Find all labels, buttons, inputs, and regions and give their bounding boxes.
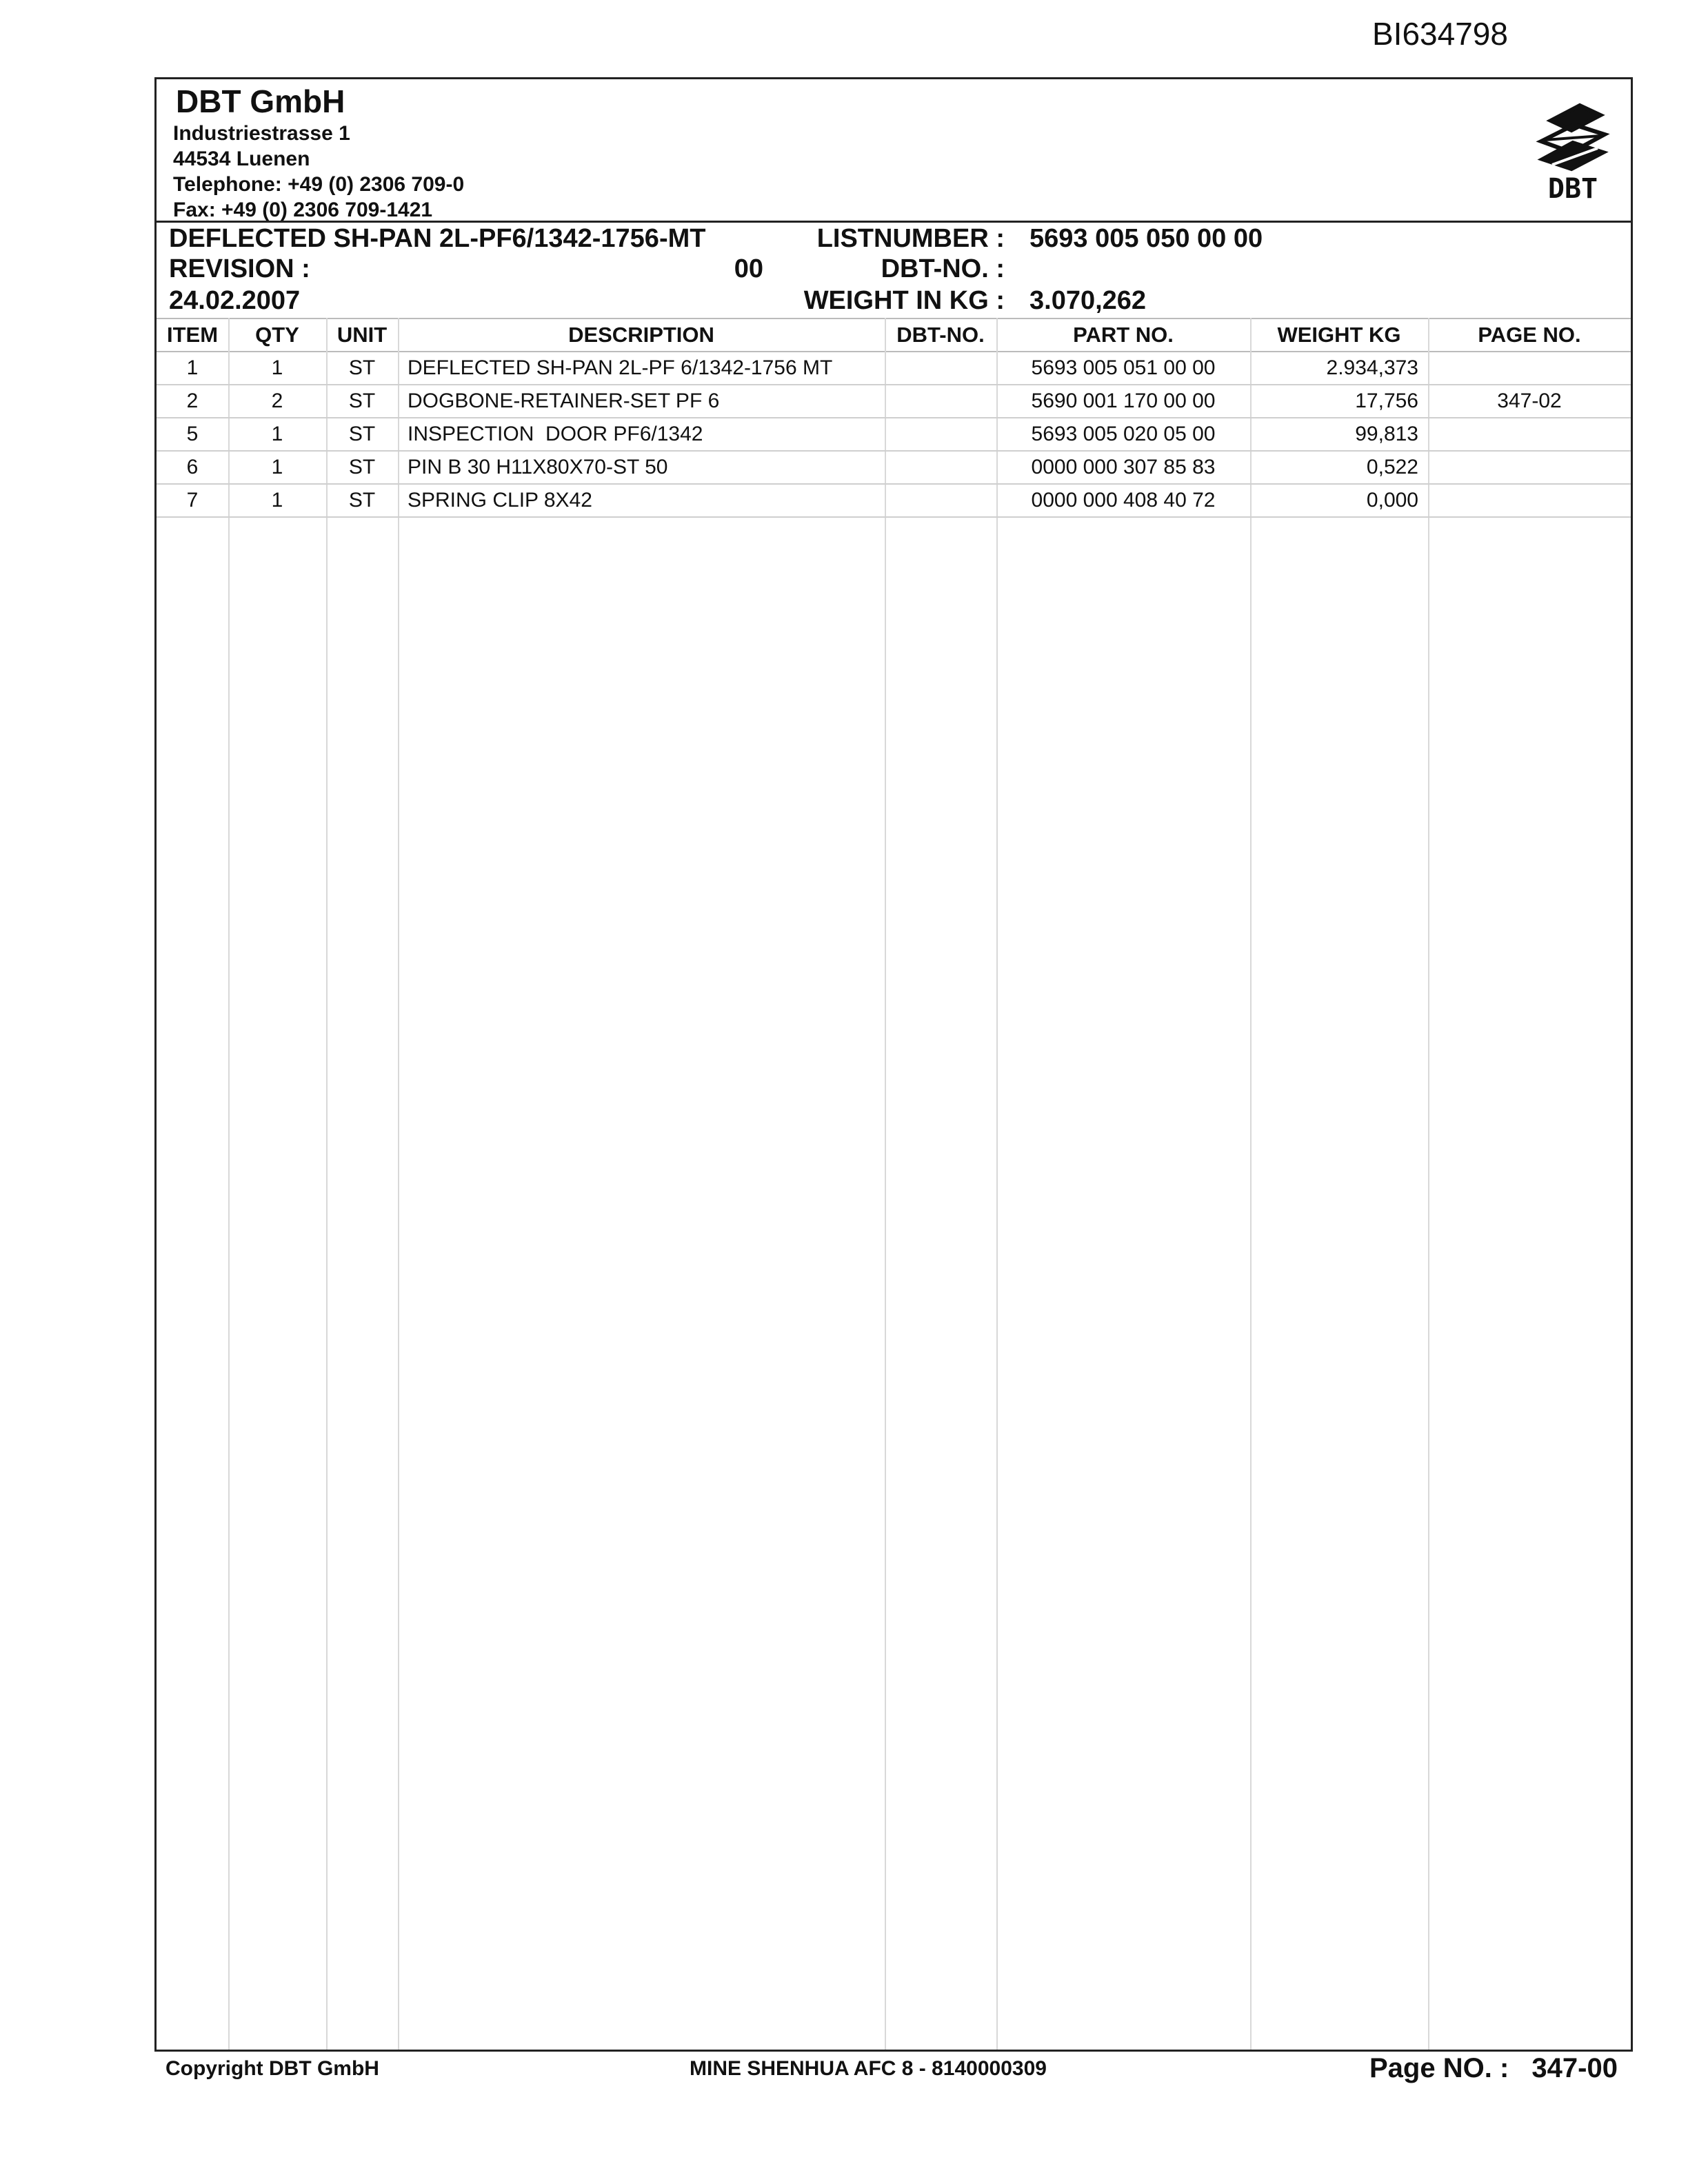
- cell-description: SPRING CLIP 8X42: [408, 489, 592, 512]
- cell-dbt-no: [885, 385, 996, 417]
- company-city: 44534 Luenen: [173, 148, 310, 170]
- cell-item: 1: [186, 356, 199, 379]
- footer-page-label: Page NO. :: [1369, 2053, 1509, 2083]
- cell-page-no: [1428, 352, 1631, 384]
- cell-page-no: [1428, 485, 1631, 516]
- cell-unit: ST: [348, 356, 376, 379]
- cell-part-no: 5693 005 020 05 00: [1031, 423, 1216, 445]
- column-divider: [326, 318, 328, 2050]
- dbt-logo-icon: [1531, 100, 1614, 203]
- company-telephone: Telephone: +49 (0) 2306 709-0: [173, 173, 465, 196]
- footer-page-number: [1369, 2053, 1618, 2084]
- cell-part-no: 5690 001 170 00 00: [1031, 390, 1216, 412]
- cell-weight: 2.934,373: [1326, 356, 1418, 379]
- weight-value: 3.070,262: [1029, 286, 1147, 315]
- column-divider: [996, 318, 998, 2050]
- company-fax: Fax: +49 (0) 2306 709-1421: [173, 199, 433, 221]
- cell-description: DOGBONE-RETAINER-SET PF 6: [408, 390, 720, 412]
- cell-qty: 2: [271, 390, 283, 412]
- column-header-part-no: PART NO.: [1073, 323, 1174, 347]
- cell-dbt-no: [885, 352, 996, 384]
- svg-text:DBT: DBT: [1547, 173, 1598, 203]
- cell-item: 7: [186, 489, 199, 512]
- document-id: BI634798: [1372, 16, 1508, 52]
- column-header-description: DESCRIPTION: [568, 323, 714, 347]
- cell-page-no: [1428, 452, 1631, 483]
- cell-description: PIN B 30 H11X80X70-ST 50: [408, 456, 668, 478]
- column-header-item: ITEM: [166, 323, 219, 347]
- column-header-page-no: PAGE NO.: [1478, 323, 1581, 347]
- cell-part-no: 0000 000 408 40 72: [1031, 489, 1216, 512]
- cell-description: INSPECTION DOOR PF6/1342: [408, 423, 703, 445]
- cell-weight: 99,813: [1355, 423, 1418, 445]
- cell-qty: 1: [271, 489, 283, 512]
- listnumber-label: LISTNUMBER :: [816, 224, 1005, 253]
- cell-unit: ST: [348, 423, 376, 445]
- cell-part-no: 5693 005 051 00 00: [1031, 356, 1216, 379]
- table-row: [157, 485, 1631, 518]
- parts-list-frame: [154, 77, 1633, 2052]
- column-divider: [1250, 318, 1252, 2050]
- column-divider: [885, 318, 886, 2050]
- cell-unit: ST: [348, 390, 376, 412]
- cell-dbt-no: [885, 418, 996, 450]
- cell-part-no: 0000 000 307 85 83: [1031, 456, 1216, 478]
- cell-item: 5: [186, 423, 199, 445]
- cell-unit: ST: [348, 456, 376, 478]
- cell-weight: 17,756: [1355, 390, 1418, 412]
- cell-weight: 0,522: [1366, 456, 1418, 478]
- footer-mine: MINE SHENHUA AFC 8 - 8140000309: [690, 2057, 1047, 2080]
- column-divider: [398, 318, 399, 2050]
- cell-qty: 1: [271, 456, 283, 478]
- table-row: [157, 385, 1631, 418]
- list-date: 24.02.2007: [169, 286, 301, 315]
- cell-item: 2: [186, 390, 199, 412]
- weight-label: WEIGHT IN KG :: [803, 286, 1005, 315]
- revision-label: REVISION :: [169, 254, 310, 283]
- column-header-dbt-no: DBT-NO.: [896, 323, 985, 347]
- cell-page-no: 347-02: [1497, 390, 1562, 412]
- column-divider: [228, 318, 230, 2050]
- company-name: DBT GmbH: [176, 83, 345, 119]
- cell-dbt-no: [885, 485, 996, 516]
- table-row: [157, 418, 1631, 452]
- column-divider: [1428, 318, 1429, 2050]
- listnumber-value: 5693 005 050 00 00: [1029, 224, 1263, 253]
- table-row: [157, 452, 1631, 485]
- company-street: Industriestrasse 1: [173, 122, 350, 145]
- dbt-no-label: DBT-NO. :: [881, 254, 1005, 283]
- revision-value: 00: [734, 254, 763, 283]
- cell-page-no: [1428, 418, 1631, 450]
- list-title: DEFLECTED SH-PAN 2L-PF6/1342-1756-MT: [169, 224, 706, 253]
- cell-dbt-no: [885, 452, 996, 483]
- column-header-unit: UNIT: [336, 323, 388, 347]
- cell-qty: 1: [271, 356, 283, 379]
- column-header-weight: WEIGHT KG: [1277, 323, 1401, 347]
- footer-page-value: 347-00: [1531, 2053, 1618, 2083]
- cell-description: DEFLECTED SH-PAN 2L-PF 6/1342-1756 MT: [408, 356, 833, 379]
- cell-qty: 1: [271, 423, 283, 445]
- table-row: [157, 352, 1631, 385]
- footer-copyright: Copyright DBT GmbH: [165, 2057, 379, 2080]
- company-block: [173, 82, 464, 223]
- cell-item: 6: [186, 456, 199, 478]
- cell-weight: 0,000: [1366, 489, 1418, 512]
- column-header-qty: QTY: [255, 323, 299, 347]
- cell-unit: ST: [348, 489, 376, 512]
